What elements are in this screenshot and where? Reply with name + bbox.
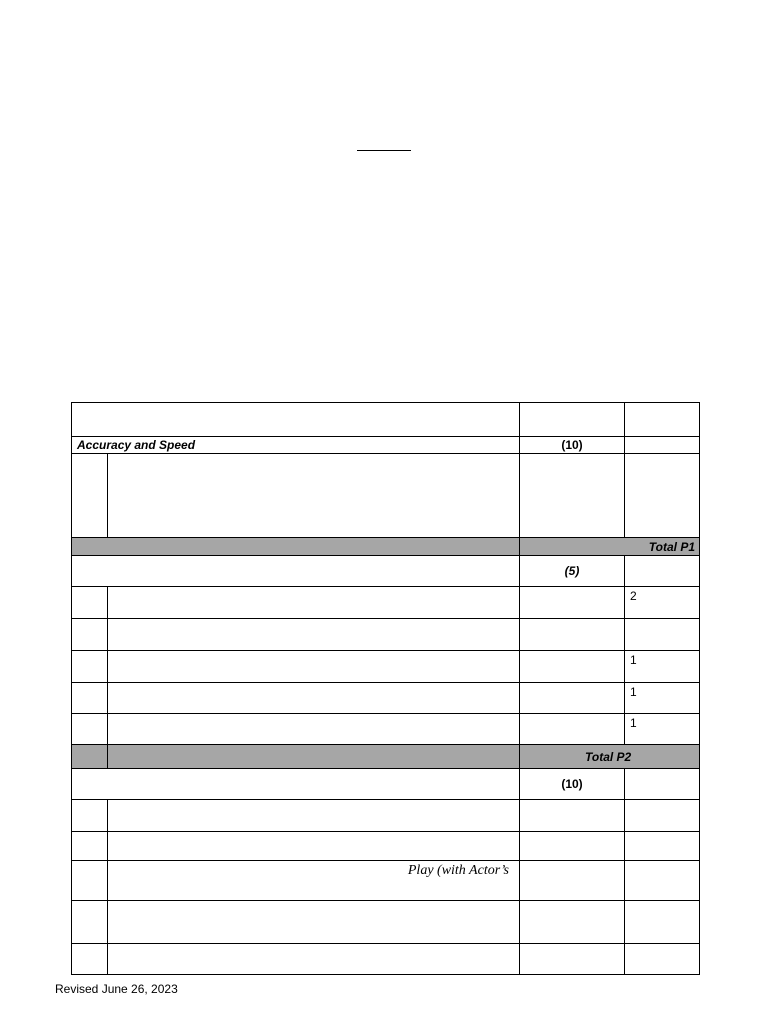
table-row	[72, 901, 700, 944]
header-row	[72, 403, 700, 437]
table-row	[72, 800, 700, 832]
section3-heading-cell	[72, 769, 520, 800]
section1-item-number-cell	[72, 454, 108, 538]
row-score: 1	[625, 714, 700, 745]
row-score	[625, 619, 700, 651]
table-row	[72, 651, 700, 683]
section3-row3-text: Play (with Actor’s	[108, 861, 520, 901]
table-row	[72, 683, 700, 714]
section1-total-label: Total P1	[520, 538, 700, 556]
section1-item-score-cell	[625, 454, 700, 538]
section1-item-text-cell	[108, 454, 520, 538]
header-criteria-cell	[72, 403, 520, 437]
header-score-cell	[625, 403, 700, 437]
section1-item-row	[72, 454, 700, 538]
table-row	[72, 861, 700, 901]
table-row	[72, 714, 700, 745]
table-row	[72, 944, 700, 975]
section1-heading-row	[72, 437, 700, 454]
section1-heading: Accuracy and Speed	[72, 437, 520, 454]
section2-total-row	[72, 745, 700, 769]
section1-item-points-cell	[520, 454, 625, 538]
section2-points: (5)	[520, 556, 625, 587]
table-row	[72, 619, 700, 651]
row-score: 1	[625, 683, 700, 714]
row-score: 2	[625, 587, 700, 619]
section1-score-cell	[625, 437, 700, 454]
header-points-cell	[520, 403, 625, 437]
revision-date-footer: Revised June 26, 2023	[55, 982, 178, 996]
evaluation-rubric-table	[71, 402, 700, 975]
section2-score-cell	[625, 556, 700, 587]
section2-total-label: Total P2	[520, 745, 700, 769]
table-row	[72, 587, 700, 619]
section3-score-cell	[625, 769, 700, 800]
section3-points: (10)	[520, 769, 625, 800]
title-underline	[357, 150, 411, 151]
section3-heading-row	[72, 769, 700, 800]
table-row	[72, 832, 700, 861]
row-score: 1	[625, 651, 700, 683]
section2-heading-row	[72, 556, 700, 587]
section2-heading-cell	[72, 556, 520, 587]
section1-total-row	[72, 538, 700, 556]
section1-points: (10)	[520, 437, 625, 454]
section1-total-blank	[72, 538, 520, 556]
